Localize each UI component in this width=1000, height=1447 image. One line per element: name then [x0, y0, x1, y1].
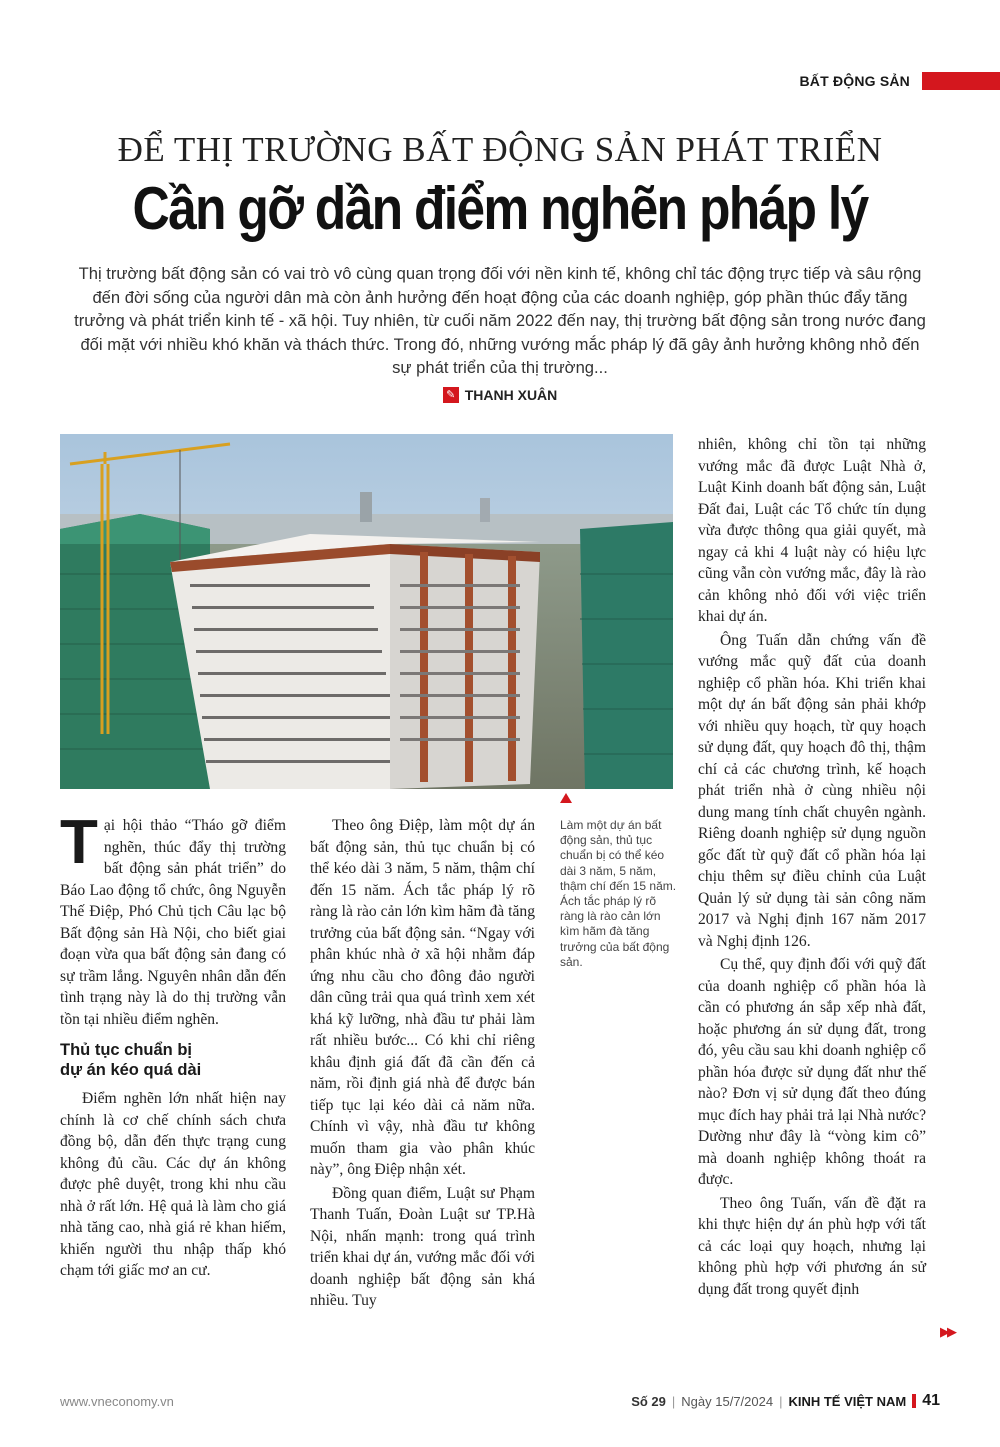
- section-red-bar: [922, 72, 1000, 90]
- section-tag: [799, 70, 1000, 92]
- pen-icon: ✎: [443, 387, 459, 403]
- page-footer: [60, 1392, 940, 1412]
- continue-arrow-icon: ▶▶: [940, 1325, 954, 1340]
- column-2: [310, 815, 535, 1314]
- photo-illustration: [60, 434, 673, 789]
- subheading-line-1: Thủ tục chuẩn bị: [60, 1041, 192, 1059]
- footer-separator: |: [779, 1393, 783, 1409]
- column-1-paragraph-1-text: ại hội thảo “Tháo gỡ điểm nghẽn, thúc đẩy thị trường bất động sản phát triển” do Báo Lao động tổ chức, ông Nguyễn Thế Điệp, Phó Chủ tịch Câu lạc bộ Bất động sản Hà Nội, cho biết giai đoạn vừa qua bất động sản đang có sự trầm lắng. Nguyên nhân dẫn đến tình trạng này là do thị trường vẫn tồn tại nhiều điểm nghẽn.: [60, 817, 286, 1028]
- footer-issue-info: [631, 1392, 940, 1410]
- column-2-paragraph-2: Đồng quan điểm, Luật sư Phạm Thanh Tuấn, Đoàn Luật sư TP.Hà Nội, nhấn mạnh: trong quá trình triển khai dự án, vướng mắc đối với doanh nghiệp bất động sản khá nhiều. Tuy: [310, 1184, 535, 1309]
- column-1-paragraph-2: Điểm nghẽn lớn nhất hiện nay chính là cơ chế chính sách chưa đồng bộ, dẫn đến thực trạng cung không đủ cầu. Các dự án không được phê duyệt, trong khi nhu cầu nhà ở rất lớn. Hệ quả là làm cho giá nhà tăng cao, nhà giá rẻ khan hiếm, khiến người thu nhập thấp khó chạm tới giấc mơ an cư.: [60, 1090, 286, 1279]
- column-3-paragraph-2: Ông Tuấn dẫn chứng vấn đề vướng mắc quỹ đất của doanh nghiệp cổ phần hóa. Khi triển khai một dự án bất động sản phải khớp với nhiều quy hoạch, từ quy hoạch sử dụng đất, quy hoạch đô thị, thậm chí cả các chương trình, kế hoạch phát triển nhà ở cùng nhiều nội dung mang tính chất chuyên ngành. Riêng doanh nghiệp sử dụng nguồn gốc đất từ quỹ đất cổ phần hóa lại chịu thêm sự điều chỉnh của Luật Quản lý sử dụng tài sản công năm 2017 và Nghị định 167 năm 2017 và Nghị định 126.: [698, 631, 926, 950]
- subheading-line-2: dự án kéo quá dài: [60, 1061, 202, 1079]
- drop-cap: T: [60, 808, 98, 877]
- footer-issue: Số 29: [631, 1393, 666, 1409]
- article-headline: Cần gỡ dần điểm nghẽn pháp lý: [132, 175, 868, 242]
- subheading: [60, 1040, 286, 1080]
- article-lead: Thị trường bất động sản có vai trò vô cùng quan trọng đối với nền kinh tế, không chỉ tác động trực tiếp và sâu rộng đến đời sống của người dân mà còn ảnh hưởng đến hoạt động của các doanh nghiệp, góp phần thúc đẩy tăng trưởng và phát triển kinh tế - xã hội. Tuy nhiên, từ cuối năm 2022 đến nay, thị trường bất động sản trong nước đang đối mặt với nhiều khó khăn và thách thức. Trong đó, những vướng mắc pháp lý đã gây ảnh hưởng không nhỏ đến sự phát triển của thị trường...: [74, 264, 926, 377]
- column-2-paragraph-1: Theo ông Điệp, làm một dự án bất động sản, thủ tục chuẩn bị có thể kéo dài 3 năm, 5 năm, thậm chí đến 15 năm. Ách tắc pháp lý rõ ràng là rào cản lớn kìm hãm đà tăng trưởng của bất động sản. “Ngay với phân khúc nhà ở xã hội nhằm đáp ứng nhu cầu cho đông đảo người dân cũng trải qua quá trình xem xét khá kỹ lưỡng, nhà đầu tư phải làm rất nhiều bước... Có khi chỉ riêng khâu định giá đất đã cần đến cả năm, rồi định giá nhà để được bán tiếp tục lại kéo dài cả năm nữa. Chính vì vậy, nhà đầu tư không muốn tham gia vào phân khúc này”, ông Điệp nhận xét.: [310, 817, 535, 1178]
- column-1: [60, 808, 286, 1284]
- footer-date: Ngày 15/7/2024: [681, 1393, 774, 1409]
- author-name: THANH XUÂN: [464, 387, 558, 403]
- footer-separator: |: [671, 1393, 676, 1409]
- article-kicker: ĐỂ THỊ TRƯỜNG BẤT ĐỘNG SẢN PHÁT TRIỂN: [117, 130, 883, 169]
- column-3: [698, 434, 926, 1302]
- column-3-paragraph-3: Cụ thể, quy định đối với quỹ đất của doanh nghiệp cổ phần hóa là cần có phương án sắp xếp nhà đất, hoặc phương án sử dụng đất, trong đó, yêu cầu sau khi doanh nghiệp cổ phần hóa được sử dụng đất như thế nào? Đơn vị sử dụng đất theo đúng mục đích hay phải trả lại Nhà nước? Dường như đây là “vòng kim cô” mà doanh nghiệp không thoát ra được.: [698, 956, 926, 1188]
- byline: [0, 387, 1000, 403]
- section-label: BẤT ĐỘNG SẢN: [799, 73, 910, 89]
- footer-publication: KINH TẾ VIỆT NAM: [788, 1393, 907, 1409]
- column-1-paragraph-1: [60, 808, 286, 1030]
- apartment-building-photo: [60, 434, 673, 789]
- footer-website: www.vneconomy.vn: [60, 1394, 174, 1409]
- caption-triangle-icon: [560, 793, 572, 803]
- column-3-paragraph-4: Theo ông Tuấn, vấn đề đặt ra khi thực hiện dự án phù hợp với tất cả các loại quy hoạch, nhưng lại không phù hợp với phương án sử dụng đất trong quyết định: [698, 1194, 926, 1298]
- photo-caption: Làm một dự án bất động sản, thủ tục chuẩn bị có thể kéo dài 3 năm, 5 năm, thậm chí đến 15 năm. Ách tắc pháp lý rõ ràng là rào cản lớn kìm hãm đà tăng trưởng của bất động sản.: [560, 818, 677, 969]
- page-number: 41: [922, 1392, 940, 1409]
- footer-red-bar: [912, 1394, 916, 1408]
- column-3-paragraph-1: nhiên, không chỉ tồn tại những vướng mắc đã được Luật Nhà ở, Luật Kinh doanh bất động sản, Luật Đất đai, Luật các Tổ chức tín dụng vừa được thông qua giải quyết, mà ngay cả khi 4 luật này có hiệu lực cũng vẫn còn vướng mắc, đây là rào cản không nhỏ đối với việc triển khai dự án.: [698, 436, 926, 625]
